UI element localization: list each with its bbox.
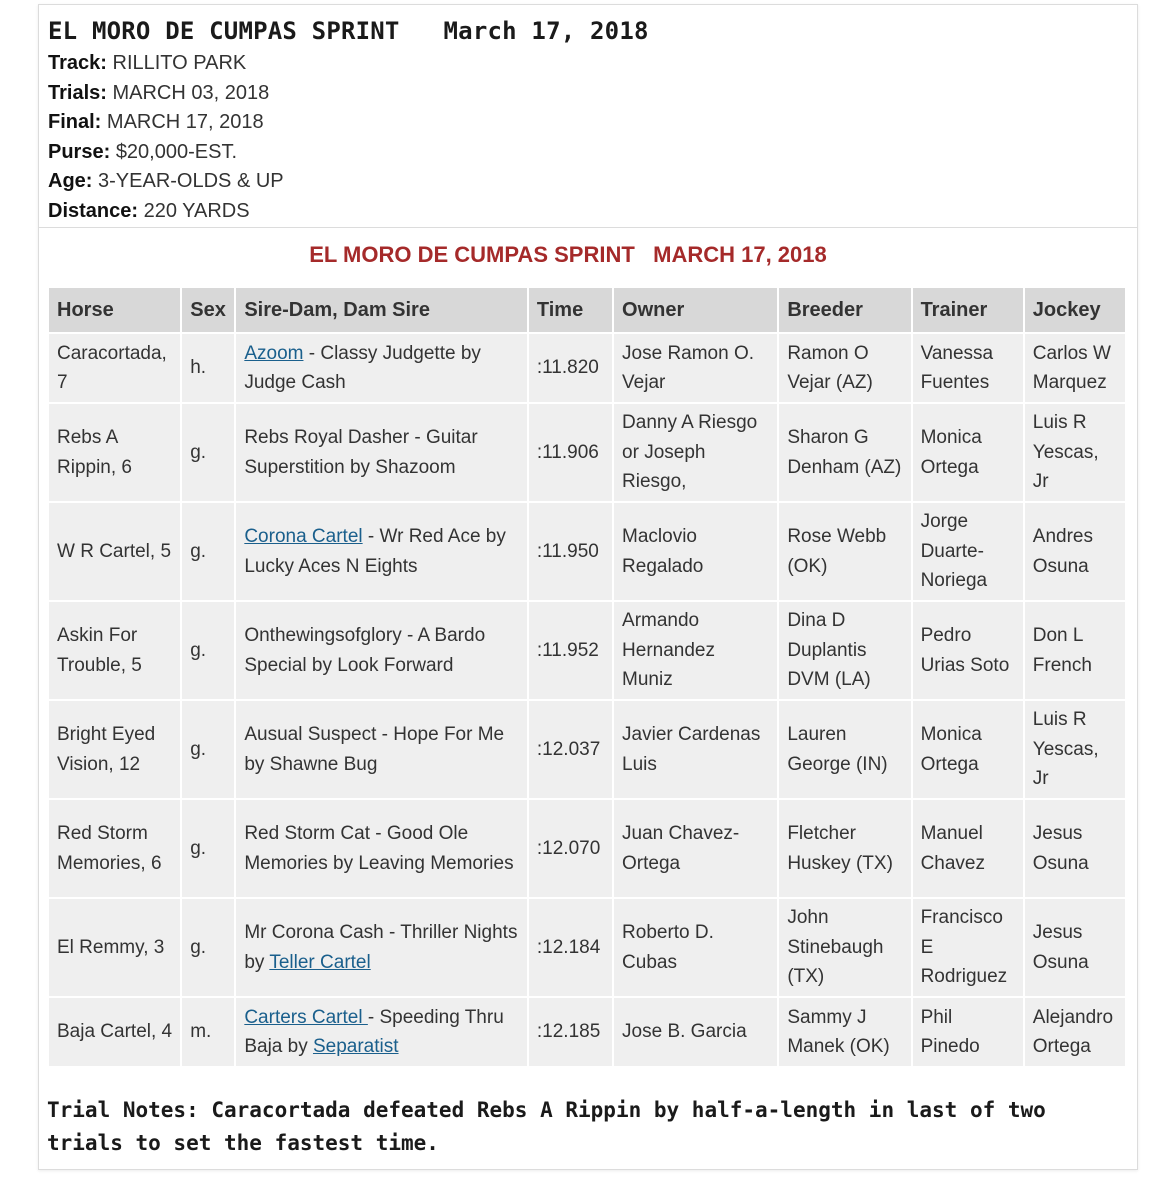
info-age: Age: 3-YEAR-OLDS & UP — [48, 170, 284, 192]
sex-cell: g. — [182, 701, 234, 798]
sex-cell: h. — [182, 334, 234, 402]
jockey-cell: Jesus Osuna — [1025, 899, 1125, 996]
sire-text: - Wr Red Ace by Lucky Aces N Eights — [244, 526, 506, 577]
info-trials: Trials: MARCH 03, 2018 — [48, 81, 270, 104]
sire-link[interactable]: Corona Cartel — [244, 526, 363, 547]
breeder-cell: Dina D Duplantis DVM (LA) — [779, 602, 910, 699]
breeder-cell: Lauren George (IN) — [779, 701, 910, 798]
time-cell: :11.952 — [529, 602, 612, 699]
sire-text: Ausual Suspect - Hope For Me by Shawne Bug — [244, 724, 505, 775]
info-purse: Purse: $20,000-EST. — [48, 140, 238, 163]
horse-cell: Bright Eyed Vision, 12 — [49, 701, 180, 798]
owner-cell: Armando Hernandez Muniz — [614, 602, 777, 699]
horse-cell: Askin For Trouble, 5 — [49, 602, 180, 699]
jockey-cell: Don L French — [1025, 602, 1125, 699]
col-jockey: Jockey — [1025, 288, 1125, 332]
table-header — [49, 288, 1125, 332]
info-final: Final: MARCH 17, 2018 — [48, 111, 264, 133]
trainer-cell: Jorge Duarte-Noriega — [913, 503, 1023, 600]
sire-dam-cell — [236, 602, 527, 699]
breeder-cell: Ramon O Vejar (AZ) — [779, 334, 910, 402]
col-trainer: Trainer — [913, 288, 1023, 332]
sex-cell: g. — [182, 899, 234, 996]
info-distance: Distance: 220 YARDS — [48, 199, 250, 222]
sire-text: Mr Corona Cash - Thriller Nights by — [244, 922, 518, 973]
sire-dam-cell — [236, 998, 527, 1066]
table-row — [49, 503, 1125, 600]
breeder-cell: Rose Webb (OK) — [779, 503, 910, 600]
table-row — [49, 998, 1125, 1066]
col-horse: Horse — [49, 288, 180, 332]
trainer-cell: Phil Pinedo — [913, 998, 1023, 1066]
owner-cell: Jose B. Garcia — [614, 998, 777, 1066]
sire-text: Rebs Royal Dasher - Guitar Superstition by Shazoom — [244, 427, 478, 478]
owner-cell: Roberto D. Cubas — [614, 899, 777, 996]
table-row — [49, 899, 1125, 996]
col-sex: Sex — [182, 288, 234, 332]
jockey-cell: Luis R Yescas, Jr — [1025, 404, 1125, 501]
sex-cell: g. — [182, 503, 234, 600]
trainer-cell: Monica Ortega — [913, 701, 1023, 798]
horse-cell: Baja Cartel, 4 — [49, 998, 180, 1066]
owner-cell: Maclovio Regalado — [614, 503, 777, 600]
table-row — [49, 404, 1125, 501]
breeder-cell: Sammy J Manek (OK) — [779, 998, 910, 1066]
sire-dam-cell — [236, 503, 527, 600]
horse-cell: El Remmy, 3 — [49, 899, 180, 996]
results-table — [47, 286, 1127, 1068]
time-cell: :11.950 — [529, 503, 612, 600]
sire-dam-cell — [236, 334, 527, 402]
horse-cell: Caracortada, 7 — [49, 334, 180, 402]
breeder-cell: Fletcher Huskey (TX) — [779, 800, 910, 897]
time-cell: :12.070 — [529, 800, 612, 897]
owner-cell: Jose Ramon O. Vejar — [614, 334, 777, 402]
sex-cell: g. — [182, 404, 234, 501]
jockey-cell: Alejandro Ortega — [1025, 998, 1125, 1066]
sire-dam-cell — [236, 899, 527, 996]
trainer-cell: Pedro Urias Soto — [913, 602, 1023, 699]
breeder-cell: Sharon G Denham (AZ) — [779, 404, 910, 501]
col-sire: Sire-Dam, Dam Sire — [236, 288, 527, 332]
race-title: EL MORO DE CUMPAS SPRINT March 17, 2018 — [48, 17, 649, 45]
sire-dam-cell — [236, 404, 527, 501]
horse-cell: Red Storm Memories, 6 — [49, 800, 180, 897]
horse-cell: Rebs A Rippin, 6 — [49, 404, 180, 501]
dam-sire-link[interactable]: Separatist — [312, 1036, 399, 1057]
sire-text: - Classy Judgette by Judge Cash — [244, 342, 481, 393]
sex-cell: g. — [182, 602, 234, 699]
jockey-cell: Carlos W Marquez — [1025, 334, 1125, 402]
owner-cell: Javier Cardenas Luis — [614, 701, 777, 798]
trainer-cell: Vanessa Fuentes — [913, 334, 1023, 402]
sire-text: Red Storm Cat - Good Ole Memories by Leaving Memories — [244, 823, 514, 874]
trainer-cell: Monica Ortega — [913, 404, 1023, 501]
table-row — [49, 334, 1125, 402]
table-row — [49, 800, 1125, 897]
time-cell: :12.184 — [529, 899, 612, 996]
time-cell: :12.037 — [529, 701, 612, 798]
race-info — [39, 5, 1137, 228]
section-title: EL MORO DE CUMPAS SPRINT MARCH 17, 2018 — [309, 242, 827, 267]
jockey-cell: Andres Osuna — [1025, 503, 1125, 600]
sire-text: Onthewingsofglory - A Bardo Special by Look Forward — [244, 625, 486, 676]
horse-cell: W R Cartel, 5 — [49, 503, 180, 600]
col-owner: Owner — [614, 288, 777, 332]
sire-link[interactable]: Carters Cartel — [244, 1006, 368, 1028]
sire-link[interactable]: Azoom — [244, 342, 304, 364]
sex-cell: m. — [182, 998, 234, 1066]
breeder-cell: John Stinebaugh (TX) — [779, 899, 910, 996]
time-cell: :11.906 — [529, 404, 612, 501]
sex-cell: g. — [182, 800, 234, 897]
time-cell: :12.185 — [529, 998, 612, 1066]
sire-text: - Speeding Thru Baja by — [244, 1006, 504, 1057]
trainer-cell: Francisco E Rodriguez — [913, 899, 1023, 996]
sire-dam-cell — [236, 800, 527, 897]
table-row — [49, 602, 1125, 699]
col-breeder: Breeder — [779, 288, 910, 332]
col-time: Time — [529, 288, 612, 332]
table-row — [49, 701, 1125, 798]
trainer-cell: Manuel Chavez — [913, 800, 1023, 897]
dam-sire-link[interactable]: Teller Cartel — [269, 951, 371, 973]
owner-cell: Juan Chavez-Ortega — [614, 800, 777, 897]
trial-notes: Trial Notes: Caracortada defeated Rebs A Rippin by half-a-length in last of two trials to set the fastest time. — [47, 1098, 1046, 1155]
jockey-cell: Jesus Osuna — [1025, 800, 1125, 897]
time-cell: :11.820 — [529, 334, 612, 402]
jockey-cell: Luis R Yescas, Jr — [1025, 701, 1125, 798]
sire-dam-cell — [236, 701, 527, 798]
owner-cell: Danny A Riesgo or Joseph Riesgo, — [614, 404, 777, 501]
info-track: Track: RILLITO PARK — [48, 52, 247, 74]
